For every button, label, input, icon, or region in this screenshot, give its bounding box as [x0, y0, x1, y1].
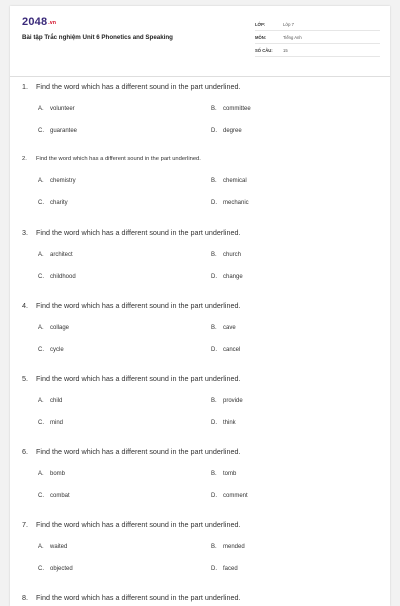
- option-text: child: [50, 398, 63, 404]
- option-d[interactable]: [211, 347, 240, 353]
- site-logo[interactable]: [22, 16, 56, 28]
- option-b[interactable]: [211, 471, 236, 477]
- option-text: childhood: [50, 274, 76, 280]
- question-number: 1.: [22, 82, 28, 91]
- meta-row-subject: [255, 31, 380, 44]
- option-a[interactable]: [38, 106, 75, 112]
- option-letter: D.: [211, 420, 217, 426]
- question-8: [22, 593, 382, 602]
- option-c[interactable]: [38, 347, 64, 353]
- option-b[interactable]: [211, 544, 245, 550]
- option-a[interactable]: [38, 325, 69, 331]
- question-prompt: [22, 447, 382, 456]
- option-letter: B.: [211, 106, 217, 112]
- option-text: cancel: [223, 347, 241, 353]
- option-a[interactable]: [38, 544, 67, 550]
- question-2: [22, 156, 382, 206]
- worksheet-header: [10, 6, 390, 77]
- logo-text: 2048: [22, 16, 48, 28]
- option-text: change: [223, 274, 243, 280]
- option-c[interactable]: [38, 420, 63, 426]
- question-4: [22, 301, 382, 353]
- question-text: Find the word which has a different sound in the part underlined.: [36, 374, 241, 383]
- option-a[interactable]: [38, 471, 65, 477]
- option-letter: D.: [211, 493, 217, 499]
- question-number: 3.: [22, 228, 28, 237]
- option-c[interactable]: [38, 493, 70, 499]
- option-letter: C.: [38, 274, 44, 280]
- question-3: [22, 228, 382, 280]
- option-a[interactable]: [38, 398, 62, 404]
- question-number: 4.: [22, 301, 28, 310]
- option-letter: D.: [211, 200, 217, 206]
- worksheet-meta: [255, 18, 380, 57]
- option-text: church: [223, 252, 242, 258]
- option-text: committee: [223, 106, 251, 112]
- question-text: Find the word which has a different sound in the part underlined.: [36, 520, 241, 529]
- option-text: waited: [50, 544, 68, 550]
- option-b[interactable]: [211, 398, 243, 404]
- question-text: Find the word which has a different sound in the part underlined.: [36, 82, 241, 91]
- option-text: cave: [223, 325, 236, 331]
- option-b[interactable]: [211, 178, 247, 184]
- meta-row-class: [255, 18, 380, 31]
- question-number: 7.: [22, 520, 28, 529]
- option-text: think: [223, 420, 236, 426]
- option-c[interactable]: [38, 566, 73, 572]
- option-letter: C.: [38, 200, 44, 206]
- question-prompt: [22, 156, 382, 162]
- option-letter: A.: [38, 178, 44, 184]
- option-d[interactable]: [211, 420, 236, 426]
- option-c[interactable]: [38, 128, 77, 134]
- question-5: [22, 374, 382, 426]
- worksheet-page: [10, 6, 390, 606]
- option-text: bomb: [50, 471, 66, 477]
- option-text: degree: [223, 128, 242, 134]
- question-7: [22, 520, 382, 572]
- option-letter: C.: [38, 128, 44, 134]
- question-number: 2.: [22, 156, 27, 162]
- option-letter: C.: [38, 566, 44, 572]
- option-d[interactable]: [211, 128, 242, 134]
- option-b[interactable]: [211, 106, 251, 112]
- meta-label: MÔN:: [255, 34, 267, 40]
- question-prompt: [22, 593, 382, 602]
- option-letter: A.: [38, 544, 44, 550]
- option-d[interactable]: [211, 493, 248, 499]
- meta-label: LỚP:: [255, 21, 266, 27]
- option-text: mended: [223, 544, 245, 550]
- option-letter: B.: [211, 325, 217, 331]
- meta-label: SỐ CÂU:: [255, 47, 273, 53]
- option-text: collage: [50, 325, 70, 331]
- option-text: architect: [50, 252, 73, 258]
- option-text: provide: [223, 398, 243, 404]
- question-6: [22, 447, 382, 499]
- option-c[interactable]: [38, 200, 68, 206]
- option-d[interactable]: [211, 200, 249, 206]
- option-letter: A.: [38, 106, 44, 112]
- option-letter: D.: [211, 566, 217, 572]
- option-d[interactable]: [211, 566, 238, 572]
- option-letter: A.: [38, 398, 44, 404]
- option-letter: C.: [38, 493, 44, 499]
- option-text: comment: [223, 493, 248, 499]
- option-text: mind: [50, 420, 64, 426]
- option-text: chemical: [223, 178, 247, 184]
- option-letter: C.: [38, 420, 44, 426]
- option-text: faced: [223, 566, 238, 572]
- question-prompt: [22, 228, 382, 237]
- option-c[interactable]: [38, 274, 76, 280]
- question-text: Find the word which has a different sound in the part underlined.: [36, 156, 201, 162]
- question-1: [22, 82, 382, 134]
- question-text: Find the word which has a different sound in the part underlined.: [36, 593, 241, 602]
- option-letter: A.: [38, 471, 44, 477]
- option-text: guarantee: [50, 128, 78, 134]
- question-text: Find the word which has a different sound in the part underlined.: [36, 301, 241, 310]
- question-number: 8.: [22, 593, 28, 602]
- question-prompt: [22, 301, 382, 310]
- worksheet-title: Bài tập Trắc nghiệm Unit 6 Phonetics and Speaking: [22, 34, 173, 41]
- option-letter: B.: [211, 544, 217, 550]
- option-text: combat: [50, 493, 70, 499]
- option-text: charity: [50, 200, 68, 206]
- question-prompt: [22, 82, 382, 91]
- option-text: chemistry: [50, 178, 76, 184]
- meta-value: Tiếng Anh: [283, 34, 302, 40]
- option-a[interactable]: [38, 178, 76, 184]
- question-text: Find the word which has a different sound in the part underlined.: [36, 447, 241, 456]
- question-prompt: [22, 520, 382, 529]
- question-prompt: [22, 374, 382, 383]
- option-a[interactable]: [38, 252, 73, 258]
- option-text: tomb: [223, 471, 237, 477]
- option-letter: B.: [211, 471, 217, 477]
- option-letter: D.: [211, 274, 217, 280]
- option-letter: D.: [211, 128, 217, 134]
- question-number: 6.: [22, 447, 28, 456]
- option-letter: A.: [38, 252, 44, 258]
- question-text: Find the word which has a different sound in the part underlined.: [36, 228, 241, 237]
- option-text: volunteer: [50, 106, 75, 112]
- option-letter: B.: [211, 252, 217, 258]
- meta-value: 15: [283, 47, 288, 53]
- option-letter: C.: [38, 347, 44, 353]
- option-b[interactable]: [211, 252, 241, 258]
- option-letter: B.: [211, 398, 217, 404]
- option-letter: D.: [211, 347, 217, 353]
- option-letter: B.: [211, 178, 217, 184]
- option-text: cycle: [50, 347, 64, 353]
- option-d[interactable]: [211, 274, 243, 280]
- meta-value: Lớp 7: [283, 21, 294, 27]
- option-text: mechanic: [223, 200, 249, 206]
- question-number: 5.: [22, 374, 28, 383]
- logo-domain: .vn: [48, 20, 57, 26]
- option-letter: A.: [38, 325, 44, 331]
- option-text: objected: [50, 566, 73, 572]
- meta-row-count: [255, 44, 380, 57]
- option-b[interactable]: [211, 325, 236, 331]
